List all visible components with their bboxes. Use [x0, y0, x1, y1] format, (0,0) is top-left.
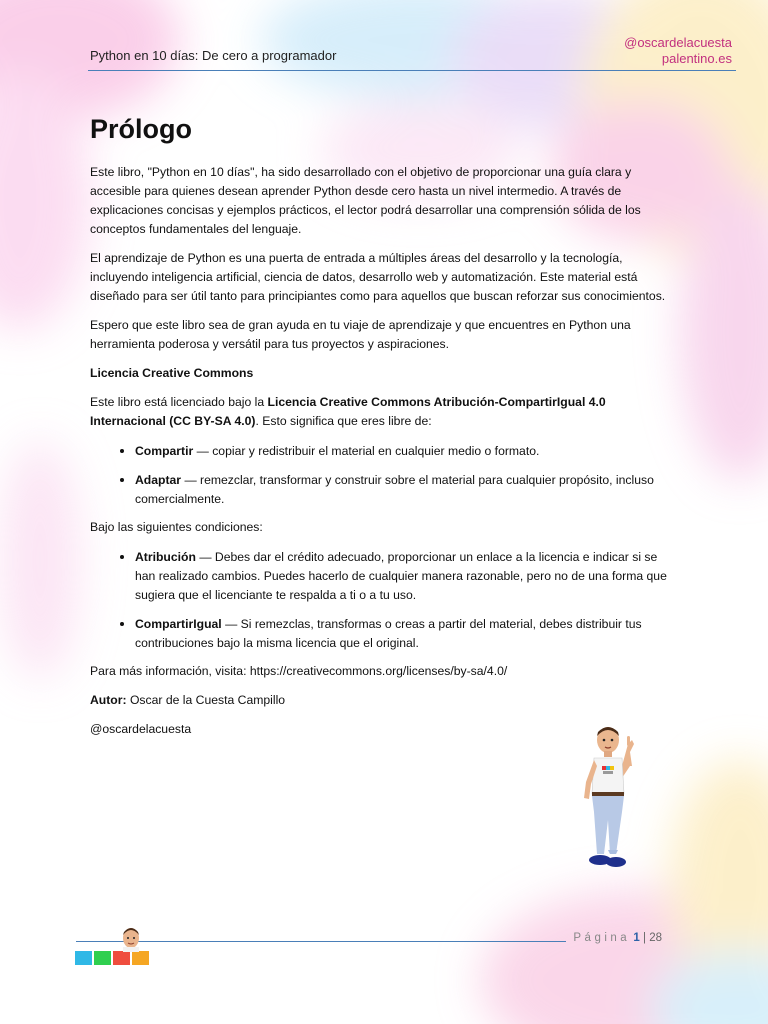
page-number	[573, 932, 662, 944]
conditions-list	[90, 547, 670, 653]
page-separator: |	[639, 932, 650, 944]
author-name: Oscar de la Cuesta Campillo	[126, 693, 286, 707]
body-text	[90, 163, 670, 749]
total-pages: 28	[649, 932, 662, 944]
paragraph-2: El aprendizaje de Python es una puerta de entrada a múltiples áreas del desarrollo y la tecnología, incluyendo inteligencia artificial, ciencia de datos, desarrollo web y automatización. Este material está diseñado para ser útil tanto para principiantes como para aquellos que buscan reforzar sus conocimientos.	[90, 251, 666, 303]
freedoms-list	[90, 441, 670, 509]
cartoon-character-illustration	[572, 722, 652, 874]
author-line	[90, 691, 670, 710]
list-item-term: Compartir	[135, 444, 194, 458]
current-page: 1	[633, 932, 640, 944]
paragraph-1: Este libro, "Python en 10 días", ha sido desarrollado con el objetivo de proporcionar una guía clara y accesible para quienes desean aprender Python desde cero hasta un nivel intermedio. A través de explicaciones concisas y ejemplos prácticos, el lector podrá desarrollar una comprensión sólida de los conceptos fundamentales del lenguaje.	[90, 165, 641, 236]
list-item	[135, 547, 670, 605]
author-label: Autor:	[90, 693, 127, 707]
header-handle[interactable]: @oscardelacuesta	[624, 35, 732, 50]
more-info: Para más información, visita: https://creativecommons.org/licenses/by-sa/4.0/	[90, 664, 508, 678]
list-item	[135, 441, 670, 461]
license-intro-suffix: . Esto significa que eres libre de:	[255, 414, 432, 428]
list-item-desc: — Si remezclas, transformas o creas a partir del material, debes distribuir tus contribuciones bajo la misma licencia que el original.	[135, 617, 642, 650]
license-intro	[90, 393, 670, 431]
list-item-desc: — Debes dar el crédito adecuado, proporcionar un enlace a la licencia e indicar si se han realizado cambios. Puedes hacerlo de cualquier manera razonable, pero no de una forma que sugiera que el licenciante te respalda a ti o a tu uso.	[135, 550, 667, 602]
license-name: Licencia Creative Commons Atribución-CompartirIgual 4.0 Internacional (CC BY-SA 4.0)	[90, 395, 606, 428]
list-item-term: Adaptar	[135, 473, 182, 487]
author-avatar-logo	[75, 925, 155, 967]
header-book-title: Python en 10 días: De cero a programador	[90, 48, 337, 63]
paragraph-3: Espero que este libro sea de gran ayuda en tu viaje de aprendizaje y que encuentres en Python una herramienta poderosa y versátil para tus proyectos y aspiraciones.	[90, 318, 631, 351]
list-item-term: CompartirIgual	[135, 617, 222, 631]
license-intro-prefix: Este libro está licenciado bajo la	[90, 395, 268, 409]
header-divider	[88, 70, 736, 71]
header-credits	[624, 35, 732, 67]
author-handle: @oscardelacuesta	[90, 722, 192, 736]
header-site[interactable]: palentino.es	[661, 51, 732, 66]
list-item-desc: — copiar y redistribuir el material en cualquier medio o formato.	[193, 444, 540, 458]
page-label: Página	[573, 932, 631, 944]
list-item-desc: — remezclar, transformar y construir sobre el material para cualquier propósito, incluso comercialmente.	[135, 473, 654, 506]
page-title: Prólogo	[90, 114, 192, 144]
conditions-intro: Bajo las siguientes condiciones:	[90, 520, 263, 534]
list-item	[135, 614, 670, 653]
list-item	[135, 470, 670, 509]
list-item-term: Atribución	[135, 550, 196, 564]
license-subheading: Licencia Creative Commons	[90, 366, 254, 380]
